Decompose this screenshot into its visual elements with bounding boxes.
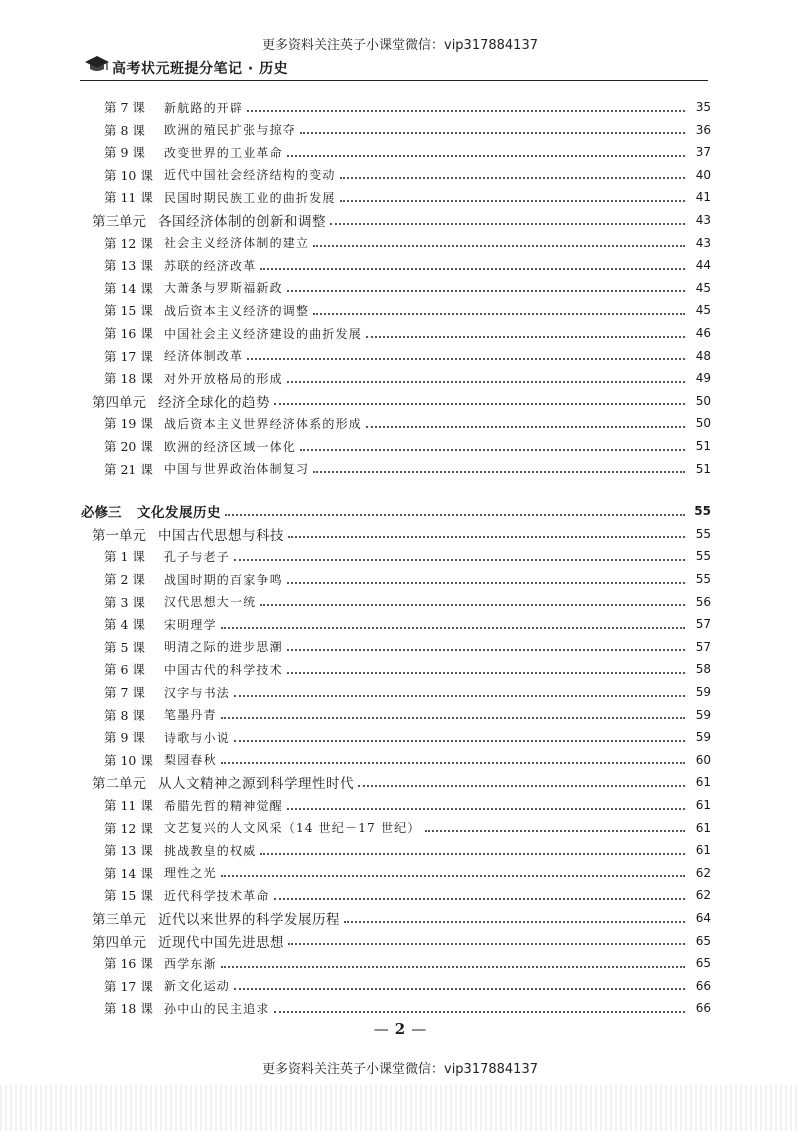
toc-entry-lesson	[104, 322, 711, 344]
toc-entry-lesson	[104, 119, 711, 141]
toc-entry-title: 从人文精神之源到科学理性时代	[158, 776, 354, 793]
dot-leader	[234, 987, 685, 990]
toc-entry-page: 35	[695, 100, 711, 114]
toc-entry-page: 40	[695, 167, 711, 182]
toc-entry-unit	[92, 209, 711, 231]
dot-leader	[274, 897, 685, 900]
toc-entry-lesson	[104, 186, 711, 208]
dot-leader	[247, 109, 685, 112]
toc-entry-title: 理性之光	[164, 866, 217, 881]
toc-entry-title: 西学东渐	[164, 956, 217, 971]
toc-entry-page: 57	[695, 617, 711, 632]
toc-entry-page: 43	[695, 213, 711, 227]
toc-entry-number: 第 15 课	[104, 303, 153, 319]
toc-entry-page: 43	[695, 235, 711, 250]
dot-leader	[234, 739, 685, 742]
toc-entry-title: 近代科学技术革命	[164, 888, 270, 903]
dot-leader	[287, 380, 685, 383]
toc-entry-page: 55	[694, 504, 711, 519]
dot-leader	[366, 425, 685, 428]
toc-entry-page: 59	[695, 707, 711, 722]
toc-entry-number: 第 12 课	[104, 235, 153, 251]
toc-entry-page: 51	[695, 439, 711, 453]
toc-entry-page: 62	[695, 865, 711, 880]
toc-entry-title: 苏联的经济改革	[164, 258, 257, 273]
toc-entry-title: 宋明理学	[164, 617, 217, 632]
toc-entry-number: 第 11 课	[104, 190, 153, 206]
toc-entry-unit	[92, 771, 711, 793]
toc-entry-number: 第 17 课	[104, 978, 153, 994]
toc-entry-title: 大萧条与罗斯福新政	[164, 281, 283, 296]
toc-entry-title: 梨园春秋	[164, 753, 217, 768]
toc-entry-title: 孙中山的民主追求	[164, 1001, 270, 1016]
toc-entry-title: 明清之际的进步思潮	[164, 640, 283, 655]
toc-entry-lesson	[104, 299, 711, 321]
toc-entry-page: 61	[695, 798, 711, 812]
toc-entry-number: 第 1 课	[104, 549, 145, 565]
dot-leader	[274, 402, 685, 405]
toc-entry-number: 第一单元	[92, 527, 146, 544]
toc-entry-page: 61	[695, 820, 711, 835]
toc-entry-page: 66	[695, 978, 711, 993]
toc-entry-title: 中国古代思想与科技	[158, 527, 284, 544]
toc-entry-page: 59	[695, 685, 711, 699]
toc-entry-number: 第 10 课	[104, 167, 153, 183]
dot-leader	[340, 199, 685, 202]
toc-entry-title: 希腊先哲的精神觉醒	[164, 798, 283, 813]
toc-entry-number: 第 7 课	[104, 100, 145, 115]
watermark-bottom: 更多资料关注英子小课堂微信：vip317884137	[262, 1062, 538, 1077]
toc-entry-page: 58	[695, 662, 711, 677]
toc-entry-page: 48	[695, 348, 711, 363]
toc-entry-lesson	[104, 862, 711, 884]
toc-entry-page: 66	[695, 1001, 711, 1016]
toc-entry-number: 第 2 课	[104, 572, 145, 587]
toc-entry-page: 44	[695, 258, 711, 273]
toc-entry-number: 第 14 课	[104, 280, 153, 296]
toc-entry-lesson	[104, 658, 711, 680]
toc-entry-title: 民国时期民族工业的曲折发展	[164, 190, 336, 205]
dot-leader	[287, 807, 685, 810]
toc-entry-lesson	[104, 794, 711, 816]
dot-leader	[225, 513, 685, 516]
running-header	[80, 52, 708, 82]
toc-entry-number: 第 5 课	[104, 639, 145, 655]
dot-leader	[330, 222, 685, 225]
toc-entry-lesson	[104, 254, 711, 276]
toc-entry-title: 诗歌与小说	[164, 730, 231, 745]
toc-entry-lesson	[104, 726, 711, 748]
toc-entry-page: 61	[695, 843, 711, 858]
toc-entry-number: 第 16 课	[104, 956, 153, 972]
toc-entry-lesson	[104, 997, 711, 1019]
toc-entry-lesson	[104, 367, 711, 389]
page-number: — 2 —	[373, 1020, 427, 1038]
toc-entry-title: 改变世界的工业革命	[164, 145, 283, 160]
toc-entry-page: 55	[695, 572, 711, 586]
page-number-value: 2	[394, 1020, 406, 1038]
dot-leader	[288, 942, 685, 945]
toc-entry-title: 近代中国社会经济结构的变动	[164, 168, 336, 183]
toc-entry-page: 62	[695, 888, 711, 903]
toc-entry-title: 文艺复兴的人文风采（14 世纪－17 世纪）	[164, 821, 421, 836]
toc-entry-number: 第 16 课	[104, 326, 153, 341]
toc-entry-number: 第 7 课	[104, 685, 145, 700]
toc-entry-title: 新文化运动	[164, 979, 231, 994]
toc-entry-lesson	[104, 591, 711, 613]
toc-entry-title: 社会主义经济体制的建立	[164, 236, 310, 251]
toc-entry-page: 36	[695, 122, 711, 137]
toc-entry-number: 第 6 课	[104, 662, 145, 678]
toc-entry-number: 第 14 课	[104, 865, 153, 881]
dot-leader	[313, 470, 685, 473]
toc-entry-title: 近现代中国先进思想	[158, 934, 284, 951]
toc-entry-number: 第 10 课	[104, 752, 153, 768]
book-title: 高考状元班提分笔记 · 历史	[112, 61, 289, 77]
toc-entry-number: 第 3 课	[104, 594, 145, 610]
toc-entry-lesson	[104, 749, 711, 771]
toc-entry-lesson	[104, 141, 711, 163]
toc-entry-number: 第 19 课	[104, 416, 153, 432]
dot-leader	[274, 1010, 685, 1013]
toc-entry-number: 第 18 课	[104, 1001, 153, 1017]
toc-entry-number: 第 17 课	[104, 348, 153, 364]
toc-entry-lesson	[104, 681, 711, 703]
dot-leader	[287, 648, 685, 651]
toc-entry-number: 第 21 课	[104, 461, 153, 477]
toc-entry-lesson	[104, 884, 711, 906]
toc-entry-page: 50	[695, 416, 711, 431]
toc-entry-page: 65	[695, 933, 711, 948]
toc-entry-number: 第二单元	[92, 776, 146, 793]
toc-entry-lesson	[104, 412, 711, 434]
toc-entry-title: 中国社会主义经济建设的曲折发展	[164, 326, 363, 341]
dot-leader	[340, 176, 685, 179]
toc-entry-page: 57	[695, 639, 711, 654]
toc-entry-page: 55	[695, 549, 711, 564]
toc-entry-page: 55	[695, 526, 711, 541]
dot-leader	[287, 154, 685, 157]
toc-entry-title: 战国时期的百家争鸣	[164, 572, 283, 587]
toc-entry-title: 欧洲的经济区域一体化	[164, 439, 297, 454]
toc-entry-title: 孔子与老子	[164, 549, 231, 564]
dot-leader	[344, 920, 685, 923]
toc-entry-lesson	[104, 636, 711, 658]
toc-entry-number: 第 12 课	[104, 820, 153, 836]
dot-leader	[234, 558, 685, 561]
toc-entry-page: 60	[695, 752, 711, 767]
toc-entry-title: 中国与世界政治体制复习	[164, 462, 310, 477]
toc-entry-page: 50	[695, 393, 711, 408]
toc-entry-lesson	[104, 704, 711, 726]
dot-leader	[287, 289, 685, 292]
toc-entry-lesson	[104, 975, 711, 997]
toc-entry-page: 45	[695, 280, 711, 295]
toc-entry-number: 第四单元	[92, 394, 146, 411]
dot-leader	[221, 626, 685, 629]
dot-leader	[366, 335, 685, 338]
dot-leader	[358, 784, 685, 787]
toc-entry-number: 第 8 课	[104, 122, 145, 138]
toc-entry-number: 第 20 课	[104, 439, 153, 454]
dot-leader	[247, 357, 685, 360]
toc-entry-lesson	[104, 839, 711, 861]
toc-entry-number: 必修三	[81, 505, 122, 522]
toc-entry-lesson	[104, 952, 711, 974]
toc-entry-lesson	[104, 164, 711, 186]
toc-entry-number: 第 13 课	[104, 258, 153, 274]
toc-entry-page: 49	[695, 371, 711, 386]
toc-entry-number: 第三单元	[92, 214, 146, 230]
toc-entry-title: 笔墨丹青	[164, 708, 217, 723]
scan-noise-strip	[0, 1085, 800, 1131]
toc-entry-page: 46	[695, 326, 711, 340]
toc-entry-page: 59	[695, 730, 711, 745]
toc-entry-title: 文化发展历史	[137, 505, 221, 522]
toc-entry-number: 第 9 课	[104, 730, 145, 746]
toc-entry-number: 第 9 课	[104, 145, 145, 161]
toc-entry-lesson	[104, 345, 711, 367]
toc-entry-title: 中国古代的科学技术	[164, 662, 283, 677]
toc-entry-title: 近代以来世界的科学发展历程	[158, 912, 340, 928]
dot-leader	[260, 852, 685, 855]
dot-leader	[287, 581, 685, 584]
watermark-top: 更多资料关注英子小课堂微信：vip317884137	[262, 38, 538, 53]
toc-entry-page: 37	[695, 145, 711, 160]
toc-entry-title: 各国经济体制的创新和调整	[158, 214, 326, 230]
dot-leader	[260, 603, 685, 606]
dot-leader	[234, 694, 685, 697]
toc-entry-number: 第 13 课	[104, 843, 153, 859]
toc-entry-title: 汉字与书法	[164, 685, 231, 700]
toc-entry-page: 56	[695, 594, 711, 609]
dot-leader	[287, 671, 685, 674]
toc-entry-title: 汉代思想大一统	[164, 595, 257, 610]
dot-leader	[221, 761, 685, 764]
toc-entry-lesson	[104, 458, 711, 480]
toc-entry-lesson	[104, 545, 711, 567]
toc-entry-lesson	[104, 96, 711, 118]
toc-entry-title: 挑战教皇的权威	[164, 843, 257, 858]
toc-entry-lesson	[104, 817, 711, 839]
dot-leader	[221, 874, 685, 877]
dot-leader	[221, 716, 685, 719]
header-rule	[80, 80, 708, 81]
toc-entry-number: 第 4 课	[104, 617, 145, 633]
toc-entry-number: 第 18 课	[104, 371, 153, 387]
dot-leader	[313, 244, 685, 247]
toc-entry-lesson	[104, 568, 711, 590]
dot-leader	[221, 965, 685, 968]
toc-entry-page: 64	[695, 911, 711, 925]
toc-entry-number: 第 15 课	[104, 888, 153, 904]
toc-entry-page: 41	[695, 190, 711, 205]
toc-entry-title: 战后资本主义经济的调整	[164, 303, 310, 318]
toc-entry-lesson	[104, 232, 711, 254]
toc-entry-number: 第 11 课	[104, 798, 153, 813]
toc-entry-unit	[92, 390, 711, 412]
dot-leader	[313, 312, 685, 315]
toc-entry-page: 51	[695, 461, 711, 476]
dot-leader	[260, 267, 685, 270]
dot-leader	[288, 535, 685, 538]
toc-entry-number: 第三单元	[92, 912, 146, 928]
toc-entry-lesson	[104, 613, 711, 635]
toc-entry-title: 对外开放格局的形成	[164, 371, 283, 386]
toc-entry-title: 战后资本主义世界经济体系的形成	[164, 416, 363, 431]
toc-entry-title: 新航路的开辟	[164, 100, 244, 115]
toc-entry-module	[81, 500, 711, 522]
dot-leader	[300, 448, 685, 451]
toc-entry-lesson	[104, 435, 711, 457]
toc-entry-title: 经济体制改革	[164, 349, 244, 364]
toc-entry-unit	[92, 930, 711, 952]
toc-entry-page: 65	[695, 956, 711, 971]
graduation-cap-icon	[84, 54, 110, 74]
toc-entry-lesson	[104, 277, 711, 299]
dot-leader	[300, 131, 685, 134]
toc-entry-page: 45	[695, 303, 711, 318]
toc-entry-number: 第四单元	[92, 934, 146, 951]
dot-leader	[425, 829, 685, 832]
toc-entry-unit	[92, 523, 711, 545]
toc-entry-title: 经济全球化的趋势	[158, 394, 270, 411]
toc-entry-unit	[92, 907, 711, 929]
toc-entry-number: 第 8 课	[104, 707, 145, 723]
toc-entry-title: 欧洲的殖民扩张与掠夺	[164, 123, 297, 138]
toc-entry-page: 61	[695, 775, 711, 790]
